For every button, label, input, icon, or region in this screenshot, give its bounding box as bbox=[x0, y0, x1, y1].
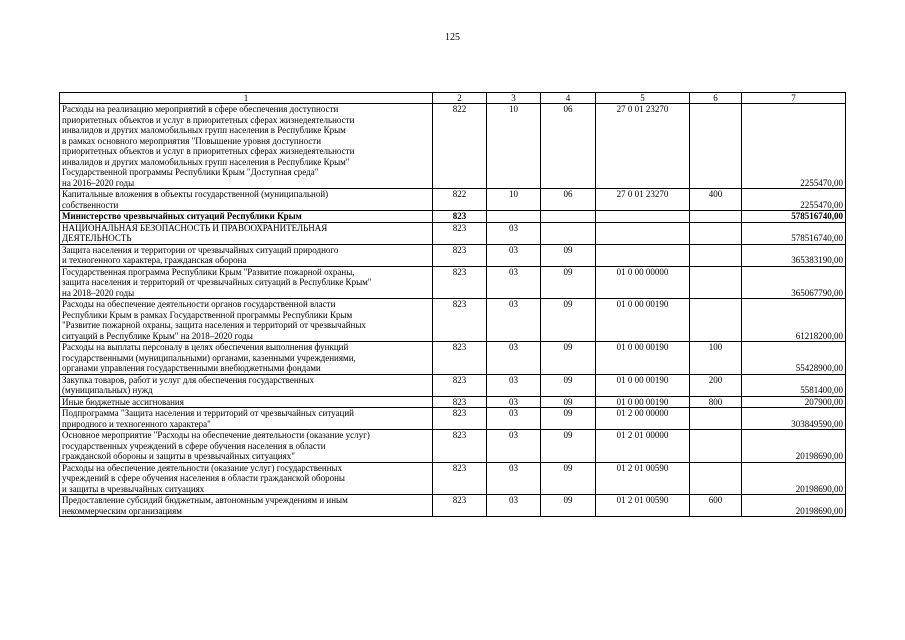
row-code-4-cell: 06 bbox=[541, 104, 596, 189]
row-amount-cell: 578516740,00 bbox=[742, 222, 846, 244]
row-code-6-cell: 100 bbox=[690, 342, 742, 375]
row-code-6-cell: 800 bbox=[690, 396, 742, 408]
row-code-2-cell: 823 bbox=[433, 299, 487, 342]
row-amount-cell: 365383190,00 bbox=[742, 244, 846, 266]
row-code-4-cell: 09 bbox=[541, 374, 596, 396]
row-amount-cell: 20198690,00 bbox=[742, 430, 846, 463]
row-code-5-cell: 27 0 01 23270 bbox=[596, 189, 690, 211]
row-code-2-cell: 823 bbox=[433, 244, 487, 266]
table-row bbox=[60, 299, 846, 342]
row-code-5-cell: 01 2 01 00000 bbox=[596, 430, 690, 463]
row-code-5-cell: 01 2 00 00000 bbox=[596, 408, 690, 430]
row-code-3-cell: 03 bbox=[487, 374, 541, 396]
row-code-5-cell bbox=[596, 222, 690, 244]
row-code-3-cell: 03 bbox=[487, 396, 541, 408]
row-amount-cell: 20198690,00 bbox=[742, 495, 846, 517]
table-row bbox=[60, 266, 846, 299]
row-amount-cell: 61218200,00 bbox=[742, 299, 846, 342]
table-header-row bbox=[60, 93, 846, 104]
row-code-2-cell: 823 bbox=[433, 396, 487, 408]
row-code-5-cell: 01 0 00 00190 bbox=[596, 374, 690, 396]
row-code-4-cell: 09 bbox=[541, 408, 596, 430]
header-col-1: 1 bbox=[60, 93, 433, 104]
row-code-6-cell bbox=[690, 299, 742, 342]
row-code-3-cell: 03 bbox=[487, 244, 541, 266]
row-code-5-cell: 27 0 01 23270 bbox=[596, 104, 690, 189]
row-code-3-cell: 03 bbox=[487, 430, 541, 463]
table-row bbox=[60, 104, 846, 189]
row-code-5-cell: 01 0 00 00000 bbox=[596, 266, 690, 299]
row-code-2-cell: 823 bbox=[433, 342, 487, 375]
row-code-2-cell: 823 bbox=[433, 211, 487, 223]
row-amount-cell: 365067790,00 bbox=[742, 266, 846, 299]
table-row bbox=[60, 396, 846, 408]
table-row bbox=[60, 211, 846, 223]
header-col-6: 6 bbox=[690, 93, 742, 104]
row-code-6-cell: 400 bbox=[690, 189, 742, 211]
table-row bbox=[60, 430, 846, 463]
row-code-4-cell: 09 bbox=[541, 266, 596, 299]
row-code-6-cell: 200 bbox=[690, 374, 742, 396]
row-code-2-cell: 823 bbox=[433, 462, 487, 495]
row-name-cell: Предоставление субсидий бюджетным, автономным учреждениям и иным некоммерческим организациям bbox=[60, 495, 433, 517]
row-code-6-cell: 600 bbox=[690, 495, 742, 517]
row-code-6-cell bbox=[690, 104, 742, 189]
row-code-6-cell bbox=[690, 244, 742, 266]
row-code-4-cell: 09 bbox=[541, 342, 596, 375]
header-col-2: 2 bbox=[433, 93, 487, 104]
row-code-3-cell bbox=[487, 211, 541, 223]
row-code-3-cell: 10 bbox=[487, 104, 541, 189]
table-row bbox=[60, 374, 846, 396]
table-row bbox=[60, 222, 846, 244]
row-code-4-cell: 09 bbox=[541, 244, 596, 266]
row-code-6-cell bbox=[690, 222, 742, 244]
row-code-5-cell: 01 2 01 00590 bbox=[596, 495, 690, 517]
row-code-3-cell: 03 bbox=[487, 299, 541, 342]
page-number: 125 bbox=[445, 32, 460, 43]
row-name-cell: Основное мероприятие "Расходы на обеспечение деятельности (оказание услуг) государственных учреждений в сфере обучения населения в области гражданской обороны и защиты в чрезвычайных ситуациях" bbox=[60, 430, 433, 463]
row-code-3-cell: 03 bbox=[487, 342, 541, 375]
row-amount-cell: 5581400,00 bbox=[742, 374, 846, 396]
row-name-cell: Иные бюджетные ассигнования bbox=[60, 396, 433, 408]
table-row bbox=[60, 244, 846, 266]
row-code-4-cell bbox=[541, 211, 596, 223]
row-code-5-cell: 01 0 00 00190 bbox=[596, 396, 690, 408]
row-code-2-cell: 823 bbox=[433, 222, 487, 244]
row-name-cell: Защита населения и территории от чрезвычайных ситуаций природного и техногенного характера, гражданская оборона bbox=[60, 244, 433, 266]
table-row bbox=[60, 495, 846, 517]
row-name-cell: Расходы на выплаты персоналу в целях обеспечения выполнения функций государственными (муниципальными) органами, казенными учреждениями, органами управления государственными внебюджетными фондами bbox=[60, 342, 433, 375]
row-code-4-cell: 09 bbox=[541, 430, 596, 463]
row-name-cell: Расходы на обеспечение деятельности органов государственной власти Республики Крым в рамках Государственной программы Республики Крым "Развитие пожарной охраны, защита населения и территорий от чрезвычайных ситуаций в Республике Крым" на 2018–2020 годы bbox=[60, 299, 433, 342]
row-code-2-cell: 823 bbox=[433, 266, 487, 299]
row-code-2-cell: 822 bbox=[433, 189, 487, 211]
budget-table bbox=[59, 92, 846, 517]
row-amount-cell: 303849590,00 bbox=[742, 408, 846, 430]
row-code-2-cell: 823 bbox=[433, 408, 487, 430]
row-name-cell: Расходы на реализацию мероприятий в сфере обеспечения доступности приоритетных объектов и услуг в приоритетных сферах жизнедеятельности инвалидов и других маломобильных групп населения в Республике Крым в рамках основного мероприятия "Повышение уровня доступности приоритетных объектов и услуг в приоритетных сферах жизнедеятельности инвалидов и других маломобильных групп населения в Республике Крым" Государственной программы Республики Крым "Доступная среда" на 2016–2020 годы bbox=[60, 104, 433, 189]
row-name-cell: Закупка товаров, работ и услуг для обеспечения государственных (муниципальных) нужд bbox=[60, 374, 433, 396]
row-code-3-cell: 03 bbox=[487, 408, 541, 430]
row-name-cell: Расходы на обеспечение деятельности (оказание услуг) государственных учреждений в сфере обучения населения в области гражданской обороны и защиты в чрезвычайных ситуациях bbox=[60, 462, 433, 495]
row-code-6-cell bbox=[690, 430, 742, 463]
row-code-3-cell: 03 bbox=[487, 462, 541, 495]
table-row bbox=[60, 462, 846, 495]
header-col-7: 7 bbox=[742, 93, 846, 104]
row-name-cell: Подпрограмма "Защита населения и территорий от чрезвычайных ситуаций природного и техногенного характера" bbox=[60, 408, 433, 430]
row-amount-cell: 578516740,00 bbox=[742, 211, 846, 223]
row-code-4-cell: 06 bbox=[541, 189, 596, 211]
table-row bbox=[60, 408, 846, 430]
row-amount-cell: 2255470,00 bbox=[742, 189, 846, 211]
row-amount-cell: 20198690,00 bbox=[742, 462, 846, 495]
row-code-3-cell: 03 bbox=[487, 266, 541, 299]
row-code-4-cell: 09 bbox=[541, 495, 596, 517]
row-amount-cell: 2255470,00 bbox=[742, 104, 846, 189]
table-row bbox=[60, 189, 846, 211]
row-name-cell: Государственная программа Республики Крым "Развитие пожарной охраны, защита населения и территорий от чрезвычайных ситуаций в Республике Крым" на 2018–2020 годы bbox=[60, 266, 433, 299]
header-col-3: 3 bbox=[487, 93, 541, 104]
row-name-cell: НАЦИОНАЛЬНАЯ БЕЗОПАСНОСТЬ И ПРАВООХРАНИТЕЛЬНАЯ ДЕЯТЕЛЬНОСТЬ bbox=[60, 222, 433, 244]
row-amount-cell: 207900,00 bbox=[742, 396, 846, 408]
row-code-5-cell: 01 2 01 00590 bbox=[596, 462, 690, 495]
row-code-5-cell: 01 0 00 00190 bbox=[596, 299, 690, 342]
row-code-3-cell: 10 bbox=[487, 189, 541, 211]
row-name-cell: Министерство чрезвычайных ситуаций Республики Крым bbox=[60, 211, 433, 223]
row-code-3-cell: 03 bbox=[487, 222, 541, 244]
row-code-4-cell bbox=[541, 222, 596, 244]
row-code-4-cell: 09 bbox=[541, 299, 596, 342]
row-code-4-cell: 09 bbox=[541, 396, 596, 408]
row-code-6-cell bbox=[690, 462, 742, 495]
row-code-3-cell: 03 bbox=[487, 495, 541, 517]
row-code-6-cell bbox=[690, 211, 742, 223]
row-code-5-cell bbox=[596, 211, 690, 223]
row-code-6-cell bbox=[690, 266, 742, 299]
row-amount-cell: 55428900,00 bbox=[742, 342, 846, 375]
row-name-cell: Капитальные вложения в объекты государственной (муниципальной) собственности bbox=[60, 189, 433, 211]
row-code-2-cell: 823 bbox=[433, 374, 487, 396]
row-code-2-cell: 823 bbox=[433, 495, 487, 517]
header-col-4: 4 bbox=[541, 93, 596, 104]
row-code-6-cell bbox=[690, 408, 742, 430]
row-code-5-cell: 01 0 00 00190 bbox=[596, 342, 690, 375]
header-col-5: 5 bbox=[596, 93, 690, 104]
table-body bbox=[60, 104, 846, 517]
row-code-5-cell bbox=[596, 244, 690, 266]
row-code-2-cell: 823 bbox=[433, 430, 487, 463]
row-code-2-cell: 822 bbox=[433, 104, 487, 189]
table-row bbox=[60, 342, 846, 375]
row-code-4-cell: 09 bbox=[541, 462, 596, 495]
